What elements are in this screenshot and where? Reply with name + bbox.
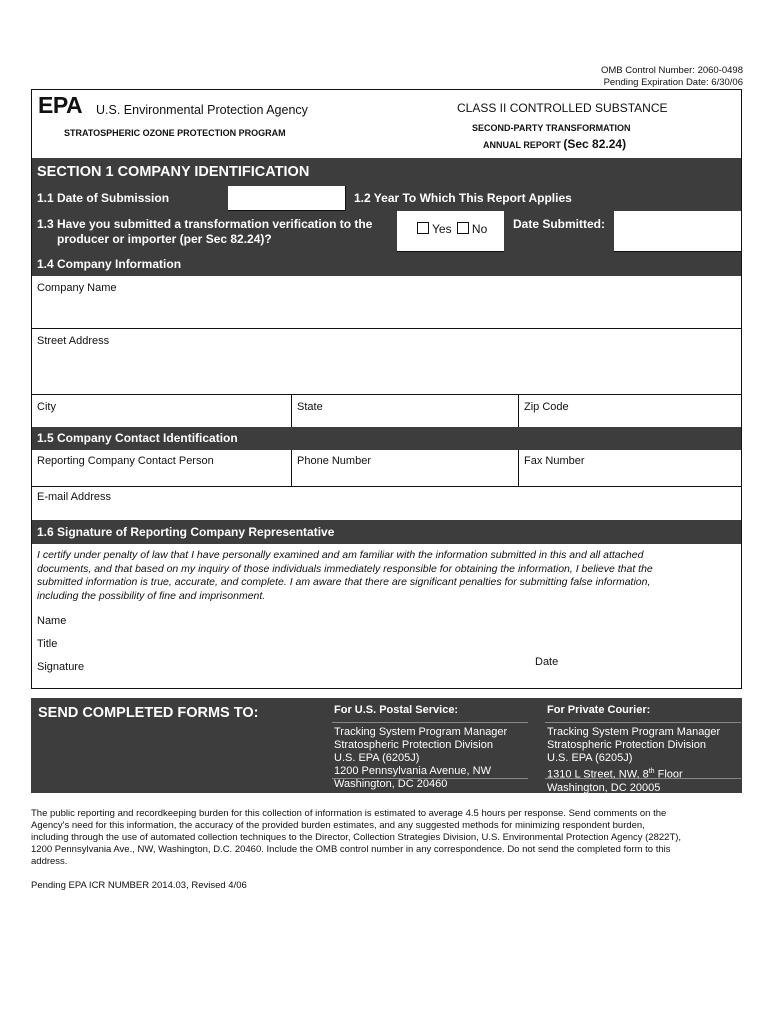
omb-expiration: Pending Expiration Date: 6/30/06 [603, 77, 743, 88]
courier-street: 1310 L Street, NW, 8 [547, 768, 649, 781]
company-name-label: Company Name [37, 282, 117, 294]
program-name: STRATOSPHERIC OZONE PROTECTION PROGRAM [64, 128, 286, 138]
title-label: Title [37, 638, 58, 650]
courier-address [547, 726, 720, 795]
city-label: City [37, 401, 56, 413]
form-subtitle-1: SECOND-PARTY TRANSFORMATION [472, 123, 631, 133]
date-submitted-field[interactable] [614, 211, 741, 252]
courier-line: U.S. EPA (6205J) [547, 752, 633, 764]
verification-question [32, 211, 397, 252]
verification-question-line2: producer or importer (per Sec 82.24)? [57, 232, 272, 246]
omb-info [601, 65, 743, 89]
cert-line-1: I certify under penalty of law that I have personally examined and am familiar with the information submitted in this and all attached [37, 549, 644, 561]
courier-line: Washington, DC 20005 [547, 781, 661, 794]
date-label: Date [535, 656, 559, 668]
no-checkbox[interactable] [457, 222, 469, 234]
postal-line: U.S. EPA (6205J) [334, 752, 420, 764]
send-title: SEND COMPLETED FORMS TO: [38, 705, 259, 721]
postal-heading: For U.S. Postal Service: [334, 704, 459, 716]
burden-statement [31, 808, 746, 868]
courier-floor: Floor [654, 768, 683, 781]
sec-reference: (Sec 82.24) [563, 137, 627, 151]
state-label: State [297, 401, 323, 413]
icr-number: Pending EPA ICR NUMBER 2014.03, Revised 4/06 [31, 880, 247, 891]
epa-logo: EPA [38, 92, 83, 118]
signature-title: 1.6 Signature of Reporting Company Representative [32, 520, 741, 544]
postal-address [334, 726, 507, 791]
send-forms-block [31, 698, 742, 793]
date-of-submission-label: 1.1 Date of Submission [32, 186, 228, 211]
date-of-submission-field[interactable] [228, 186, 346, 211]
burden-line: Agency's need for this information, the accuracy of the provided burden estimates, and any suggested methods for minimizing respondent burden, [31, 820, 645, 831]
company-info-title: 1.4 Company Information [32, 252, 741, 276]
phone-label: Phone Number [297, 455, 371, 467]
courier-heading: For Private Courier: [547, 704, 651, 716]
signature-label: Signature [37, 661, 85, 673]
fax-label: Fax Number [524, 455, 585, 467]
yes-no-options [397, 211, 504, 252]
courier-line [547, 765, 720, 782]
cert-line-4: including the possibility of fine and imprisonment. [37, 589, 266, 602]
email-label: E-mail Address [37, 491, 111, 503]
omb-control-number: OMB Control Number: 2060-0498 [600, 65, 743, 76]
verification-question-line1: 1.3 Have you submitted a transformation verification to the [37, 217, 373, 231]
name-label: Name [37, 615, 67, 627]
street-address-label: Street Address [37, 335, 110, 347]
postal-line: 1200 Pennsylvania Avenue, NW [334, 765, 491, 777]
burden-line: 1200 Pennsylvania Ave., NW, Washington, D.C. 20460. Include the OMB control number in any correspondence. Do not send the completed form to this [31, 844, 671, 855]
postal-line: Tracking System Program Manager [334, 726, 508, 738]
section1-title: SECTION 1 COMPANY IDENTIFICATION [32, 158, 741, 186]
zip-label: Zip Code [524, 401, 569, 413]
yes-checkbox[interactable] [417, 222, 429, 234]
burden-line: The public reporting and recordkeeping burden for this collection of information is estimated to average 4.5 hours per response. Send comments on the [31, 808, 667, 819]
form-title: CLASS II CONTROLLED SUBSTANCE [457, 101, 668, 115]
certification-text [37, 549, 739, 603]
burden-line: including through the use of automated collection techniques to the Director, Collection Strategies Division, U.S. Environmental Protection Agency (2822T), [31, 832, 682, 843]
postal-line: Stratospheric Protection Division [334, 739, 493, 751]
contact-title: 1.5 Company Contact Identification [32, 427, 741, 450]
agency-name: U.S. Environmental Protection Agency [96, 103, 308, 117]
date-submitted-label: Date Submitted: [504, 211, 614, 252]
postal-line: Washington, DC 20460 [334, 778, 448, 790]
courier-line: Stratospheric Protection Division [547, 739, 706, 751]
contact-person-label: Reporting Company Contact Person [37, 455, 214, 467]
courier-line: Tracking System Program Manager [547, 726, 721, 738]
burden-line: address. [31, 856, 68, 867]
cert-line-2: documents, and that based on my inquiry of those individuals immediately responsible for obtaining the information, I believe that the [37, 562, 653, 575]
yes-label: Yes [432, 222, 452, 236]
annual-report-text: ANNUAL REPORT [483, 140, 561, 150]
no-label: No [471, 222, 488, 236]
report-year-label: 1.2 Year To Which This Report Applies [346, 186, 741, 211]
courier-floor-sup: th [648, 768, 655, 775]
epa-form [31, 89, 742, 689]
cert-line-3: submitted information is true, accurate, and complete. I am aware that there are significant penalties for submitting false information, [37, 576, 651, 588]
form-subtitle-2 [483, 137, 626, 151]
